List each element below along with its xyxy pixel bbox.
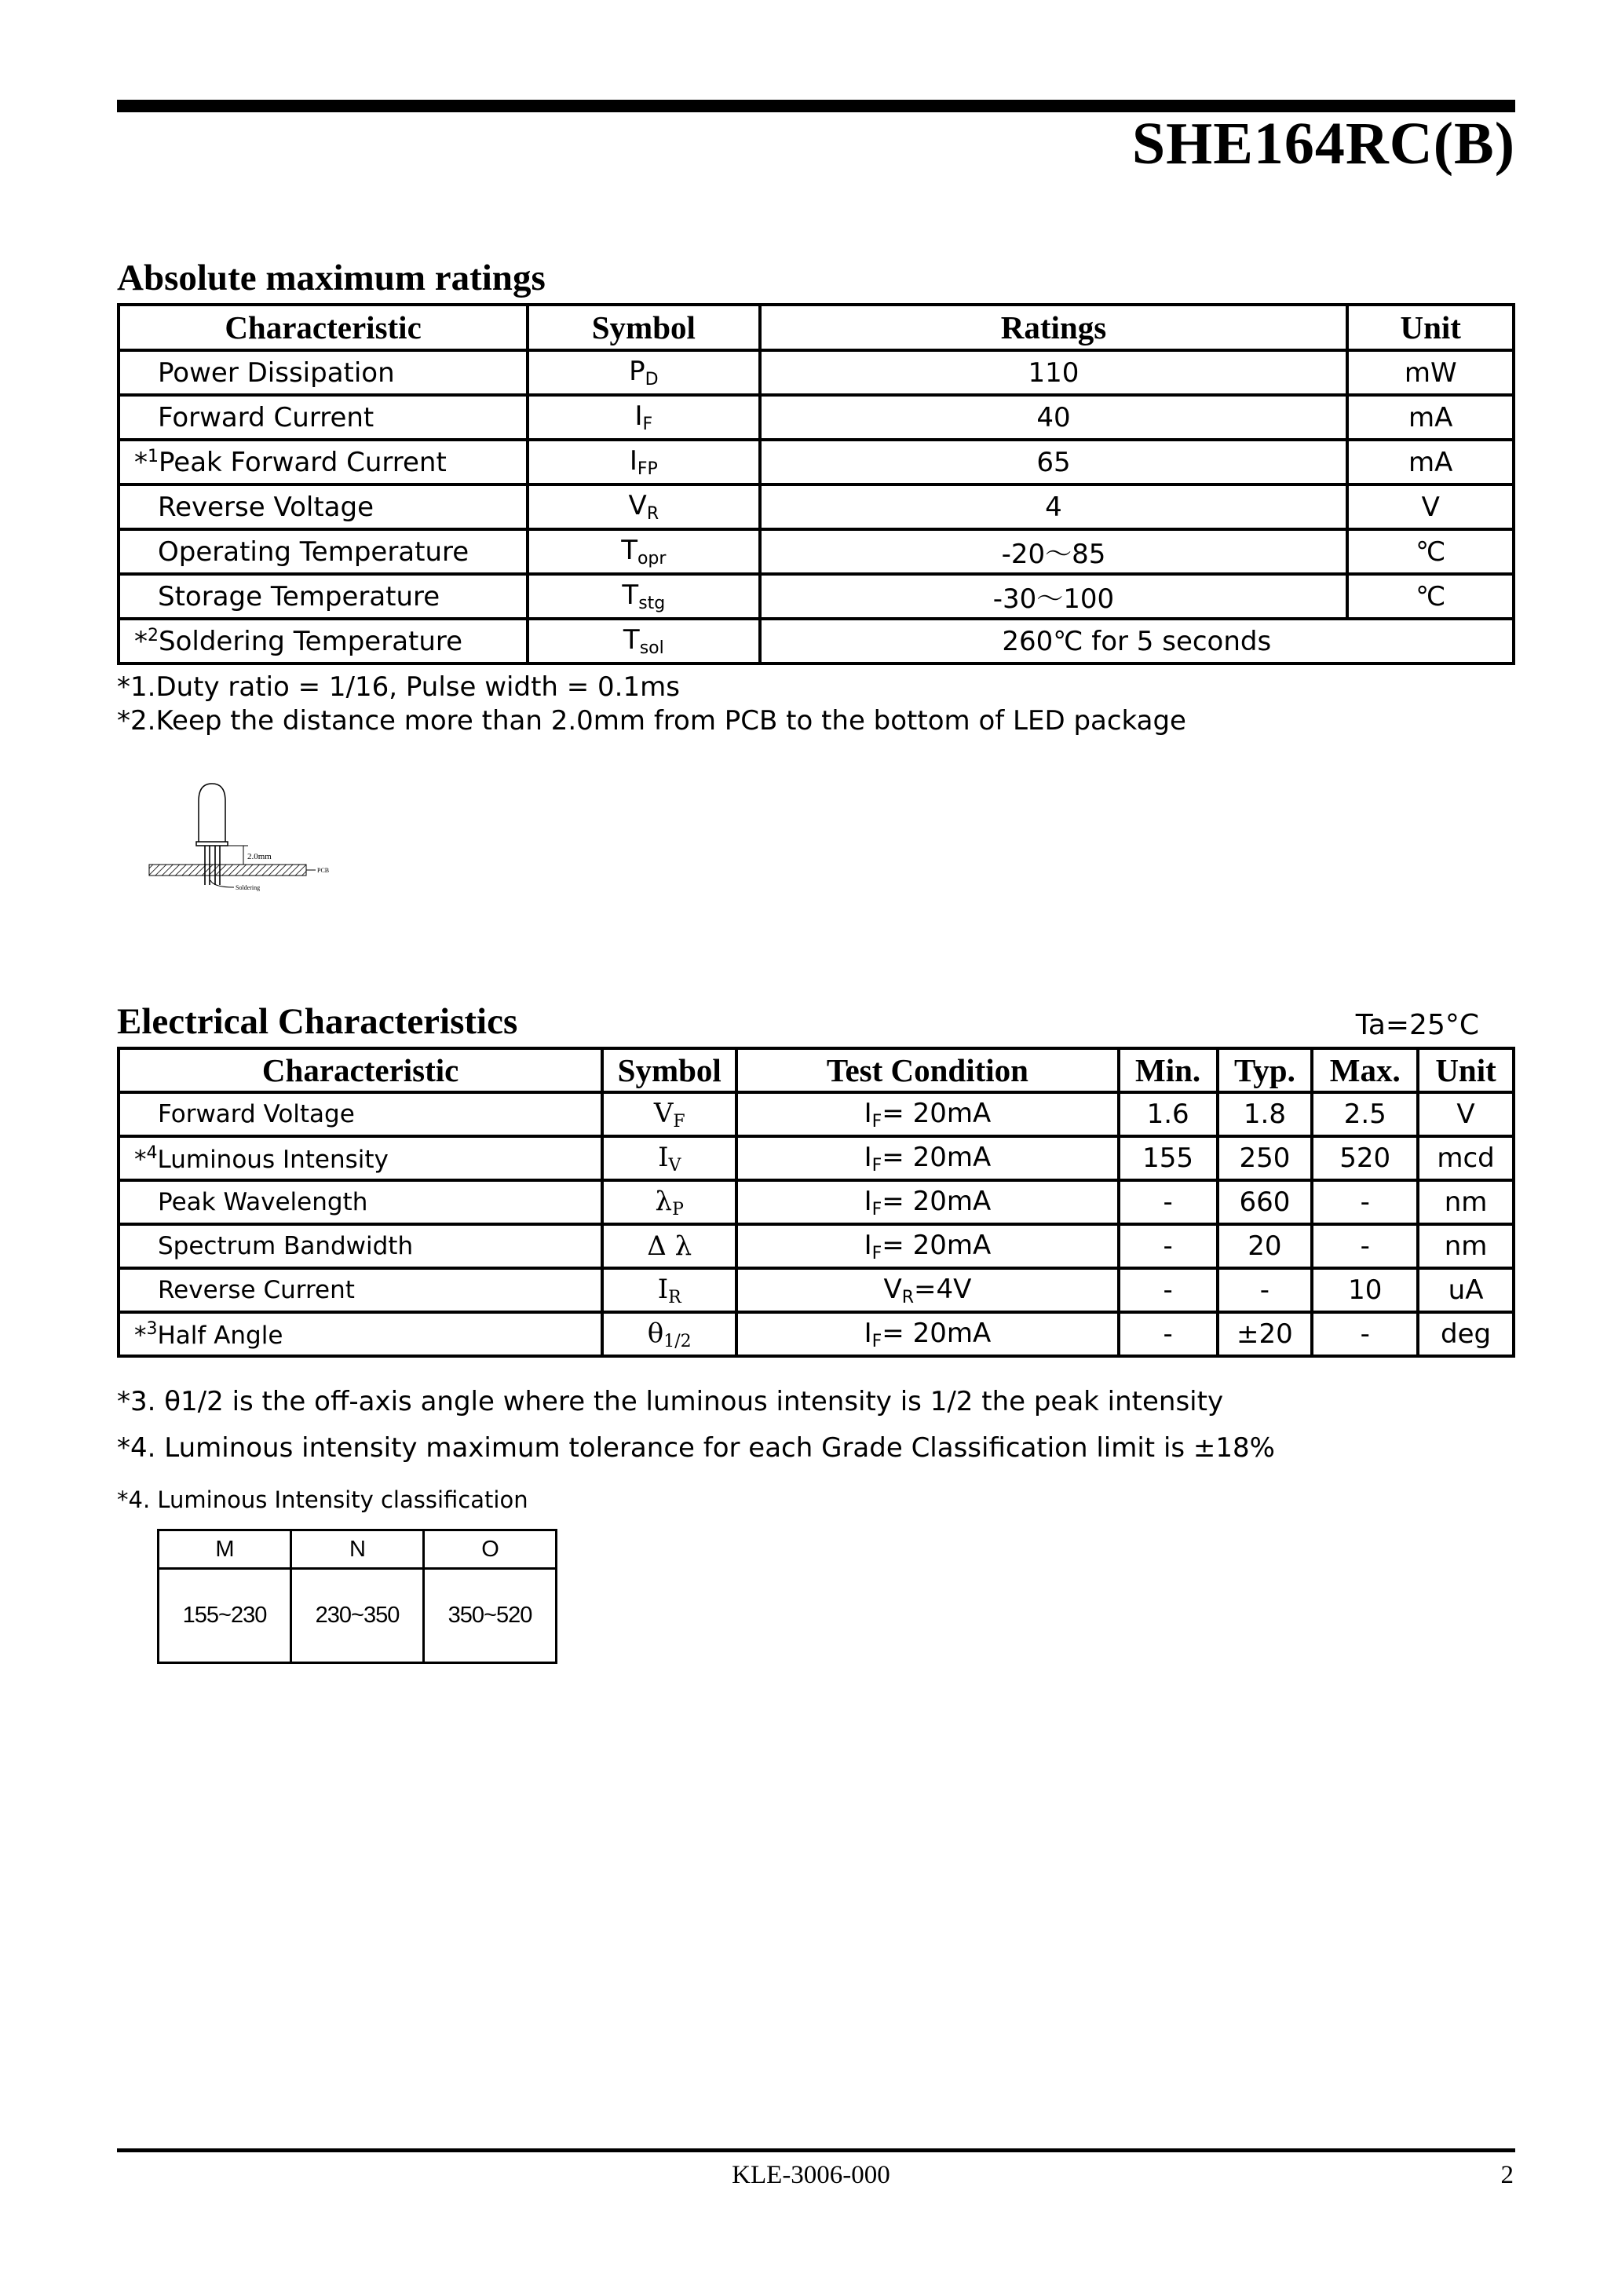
symbol-main: T	[622, 579, 639, 611]
condition-subscript: F	[871, 1155, 882, 1175]
note-mark: *	[134, 625, 148, 657]
characteristic-label: Reverse Current	[158, 1276, 355, 1304]
table-header-row	[119, 305, 1514, 350]
absolute-max-table	[117, 303, 1515, 665]
unit-cell: mcd	[1418, 1136, 1514, 1180]
footnote-3: *3. θ1/2 is the off-axis angle where the luminous intensity is 1/2 the peak intensity	[117, 1386, 1224, 1417]
symbol-main: I	[629, 445, 637, 477]
column-header: Test Condition	[736, 1048, 1119, 1092]
dimension-label: 2.0mm	[247, 852, 272, 861]
symbol-main: V	[628, 490, 647, 521]
grade-cell: O	[424, 1530, 557, 1569]
typ-cell: ±20	[1218, 1312, 1313, 1356]
column-header: Characteristic	[119, 305, 528, 350]
symbol-cell	[528, 350, 759, 395]
characteristic-cell	[119, 395, 528, 440]
note-mark: *	[134, 1145, 147, 1174]
column-header: Max.	[1312, 1048, 1418, 1092]
table-row	[119, 484, 1514, 529]
symbol-subscript: D	[645, 370, 659, 389]
page-number: 2	[1500, 2161, 1514, 2189]
min-cell: 1.6	[1119, 1092, 1218, 1136]
table-header-row	[119, 1048, 1514, 1092]
condition-subscript: F	[871, 1243, 882, 1263]
max-cell: -	[1312, 1312, 1418, 1356]
symbol-main: I	[657, 1273, 669, 1305]
test-condition-cell	[736, 1268, 1119, 1312]
test-condition-cell	[736, 1312, 1119, 1356]
symbol-subscript: V	[668, 1155, 681, 1175]
grade-row	[159, 1530, 557, 1569]
characteristic-cell	[119, 1224, 602, 1268]
test-temperature: Ta=25°C	[1355, 1009, 1479, 1041]
characteristic-cell	[119, 484, 528, 529]
table-row	[119, 1312, 1514, 1356]
max-cell: -	[1312, 1180, 1418, 1224]
symbol-cell	[602, 1224, 736, 1268]
test-condition-cell	[736, 1224, 1119, 1268]
condition-subscript: R	[901, 1287, 914, 1307]
range-cell: 350~520	[424, 1569, 557, 1663]
condition-main: I	[864, 1185, 872, 1217]
table-row	[119, 1092, 1514, 1136]
condition-main: I	[864, 1229, 872, 1261]
classification-table	[157, 1529, 557, 1664]
table-row	[119, 395, 1514, 440]
typ-cell: 250	[1218, 1136, 1313, 1180]
symbol-subscript: F	[673, 1111, 685, 1132]
column-header: Typ.	[1218, 1048, 1313, 1092]
symbol-cell	[528, 619, 759, 664]
unit-cell: ℃	[1347, 574, 1514, 619]
symbol-cell	[528, 574, 759, 619]
max-cell: -	[1312, 1224, 1418, 1268]
typ-cell: 1.8	[1218, 1092, 1313, 1136]
characteristic-label: Forward Voltage	[158, 1100, 355, 1128]
test-condition-cell	[736, 1092, 1119, 1136]
unit-cell: deg	[1418, 1312, 1514, 1356]
pcb-board	[149, 865, 306, 876]
condition-main: I	[864, 1097, 872, 1129]
symbol-subscript: FP	[637, 459, 658, 479]
condition-subscript: F	[871, 1111, 882, 1132]
rating-cell: 4	[760, 484, 1348, 529]
symbol-subscript: R	[668, 1287, 681, 1307]
symbol-main: T	[621, 535, 637, 566]
min-cell: -	[1119, 1180, 1218, 1224]
classification-caption: *4. Luminous Intensity classification	[117, 1486, 528, 1513]
characteristic-cell	[119, 1136, 602, 1180]
characteristic-label: Peak Forward Current	[159, 446, 447, 478]
table-row	[119, 529, 1514, 574]
table-row	[119, 574, 1514, 619]
symbol-main: I	[658, 1141, 669, 1173]
column-header: Symbol	[528, 305, 759, 350]
symbol-cell	[528, 529, 759, 574]
footnote-4: *4. Luminous intensity maximum tolerance for each Grade Classification limit is ±18%	[117, 1432, 1275, 1464]
symbol-subscript: P	[672, 1199, 684, 1219]
pcb-label: PCB	[317, 867, 330, 874]
rating-cell: 40	[760, 395, 1348, 440]
symbol-main: T	[623, 624, 640, 656]
range-cell: 230~350	[291, 1569, 424, 1663]
characteristic-label: Soldering Temperature	[159, 625, 463, 657]
test-condition-cell	[736, 1180, 1119, 1224]
rating-cell: 65	[760, 440, 1348, 484]
led-soldering-diagram	[148, 770, 336, 895]
symbol-cell	[602, 1268, 736, 1312]
characteristic-cell	[119, 1268, 602, 1312]
condition-main: I	[864, 1317, 872, 1349]
characteristic-label: Half Angle	[157, 1321, 283, 1350]
symbol-main: P	[629, 356, 645, 387]
absolute-max-title: Absolute maximum ratings	[117, 258, 546, 298]
typ-cell: -	[1218, 1268, 1313, 1312]
characteristic-cell	[119, 350, 528, 395]
characteristic-label: Operating Temperature	[158, 536, 469, 568]
symbol-main: V	[653, 1097, 674, 1129]
symbol-cell	[528, 440, 759, 484]
symbol-main: I	[634, 400, 643, 432]
characteristic-cell	[119, 1312, 602, 1356]
condition-value: = 20mA	[882, 1317, 992, 1349]
column-header: Symbol	[602, 1048, 736, 1092]
column-header: Unit	[1347, 305, 1514, 350]
characteristic-label: Storage Temperature	[158, 580, 440, 612]
characteristic-label: Forward Current	[158, 401, 374, 433]
column-header: Min.	[1119, 1048, 1218, 1092]
soldering-label: Soldering	[236, 884, 261, 891]
rating-cell: -30～100	[760, 574, 1348, 619]
footnote-2: *2.Keep the distance more than 2.0mm from PCB to the bottom of LED package	[117, 705, 1186, 737]
min-cell: -	[1119, 1268, 1218, 1312]
condition-value: = 20mA	[882, 1229, 992, 1261]
electrical-table	[117, 1047, 1515, 1358]
symbol-cell	[528, 484, 759, 529]
led-body	[199, 784, 225, 844]
characteristic-label: Power Dissipation	[158, 356, 395, 389]
characteristic-label: Peak Wavelength	[158, 1188, 368, 1216]
column-header: Unit	[1418, 1048, 1514, 1092]
note-ref: 4	[146, 1143, 158, 1163]
unit-cell: nm	[1418, 1224, 1514, 1268]
unit-cell: V	[1347, 484, 1514, 529]
unit-cell: uA	[1418, 1268, 1514, 1312]
min-cell: 155	[1119, 1136, 1218, 1180]
characteristic-cell	[119, 529, 528, 574]
table-row	[119, 1224, 1514, 1268]
symbol-main: θ	[647, 1317, 664, 1349]
symbol-subscript: 1/2	[663, 1331, 692, 1351]
symbol-cell	[602, 1180, 736, 1224]
characteristic-cell	[119, 1092, 602, 1136]
range-row	[159, 1569, 557, 1663]
rating-cell: -20～85	[760, 529, 1348, 574]
bottom-rule	[117, 2148, 1515, 2152]
typ-cell: 660	[1218, 1180, 1313, 1224]
characteristic-label: Reverse Voltage	[158, 491, 374, 523]
condition-value: = 20mA	[882, 1185, 992, 1217]
min-cell: -	[1119, 1312, 1218, 1356]
rating-cell: 260℃ for 5 seconds	[760, 619, 1514, 664]
condition-subscript: F	[871, 1331, 882, 1351]
table-row	[119, 350, 1514, 395]
part-number: SHE164RC(B)	[1131, 111, 1515, 177]
unit-cell: mA	[1347, 395, 1514, 440]
symbol-subscript: opr	[637, 549, 667, 569]
max-cell: 520	[1312, 1136, 1418, 1180]
condition-value: =4V	[914, 1273, 972, 1305]
unit-cell: V	[1418, 1092, 1514, 1136]
condition-value: = 20mA	[882, 1141, 992, 1173]
grade-cell: M	[159, 1530, 291, 1569]
note-mark: *	[134, 1321, 147, 1350]
characteristic-cell	[119, 574, 528, 619]
unit-cell: mA	[1347, 440, 1514, 484]
characteristic-label: Luminous Intensity	[157, 1145, 389, 1174]
grade-cell: N	[291, 1530, 424, 1569]
column-header: Ratings	[760, 305, 1348, 350]
table-row	[119, 1136, 1514, 1180]
note-ref: 2	[148, 625, 159, 645]
test-condition-cell	[736, 1136, 1119, 1180]
symbol-main: λ	[655, 1185, 673, 1217]
unit-cell: nm	[1418, 1180, 1514, 1224]
range-cell: 155~230	[159, 1569, 291, 1663]
footnote-1: *1.Duty ratio = 1/16, Pulse width = 0.1ms	[117, 671, 680, 703]
symbol-cell	[602, 1312, 736, 1356]
min-cell: -	[1119, 1224, 1218, 1268]
symbol-subscript: R	[646, 504, 659, 524]
document-code: KLE-3006-000	[732, 2161, 890, 2189]
condition-main: V	[883, 1273, 902, 1305]
led-flange	[196, 842, 228, 846]
note-ref: 1	[148, 446, 159, 466]
table-row	[119, 440, 1514, 484]
symbol-main: Δ λ	[647, 1230, 692, 1262]
max-cell: 2.5	[1312, 1092, 1418, 1136]
characteristic-label: Spectrum Bandwidth	[158, 1232, 414, 1260]
table-row	[119, 1268, 1514, 1312]
rating-cell: 110	[760, 350, 1348, 395]
characteristic-cell	[119, 619, 528, 664]
electrical-title: Electrical Characteristics	[117, 1001, 518, 1042]
symbol-subscript: stg	[638, 594, 666, 613]
note-ref: 3	[146, 1318, 158, 1339]
unit-cell: mW	[1347, 350, 1514, 395]
symbol-cell	[528, 395, 759, 440]
typ-cell: 20	[1218, 1224, 1313, 1268]
characteristic-cell	[119, 1180, 602, 1224]
table-row	[119, 619, 1514, 664]
symbol-cell	[602, 1136, 736, 1180]
table-row	[119, 1180, 1514, 1224]
condition-main: I	[864, 1141, 872, 1173]
symbol-cell	[602, 1092, 736, 1136]
condition-subscript: F	[871, 1199, 882, 1219]
symbol-subscript: F	[642, 415, 653, 434]
column-header: Characteristic	[119, 1048, 602, 1092]
soldering-leader	[210, 880, 234, 887]
note-mark: *	[134, 446, 148, 478]
symbol-subscript: sol	[639, 638, 664, 658]
characteristic-cell	[119, 440, 528, 484]
unit-cell: ℃	[1347, 529, 1514, 574]
condition-value: = 20mA	[882, 1097, 992, 1129]
max-cell: 10	[1312, 1268, 1418, 1312]
